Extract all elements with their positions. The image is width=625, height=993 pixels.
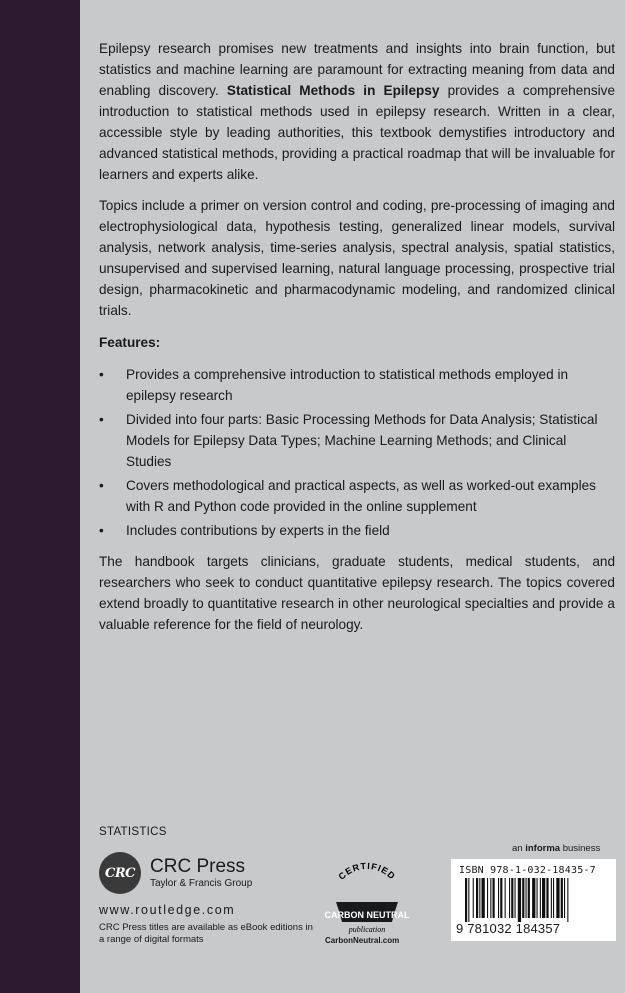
barcode-bar: [476, 878, 478, 918]
barcode-bar: [487, 878, 488, 918]
informa-pre: an: [512, 843, 526, 854]
intro-text-end: provides a comprehensive introduction to statistical methods used in epilepsy research. Written in a clear, accessible style by leading authorities, this textbook demystifies introductory and advanced statistical methods, providing a practical roadmap that will be invaluable for learners and experts alike.: [99, 83, 616, 182]
crc-logo-text: CRC: [105, 865, 135, 881]
carbon-publication-label: publication: [348, 925, 386, 934]
barcode-bars-icon: [457, 878, 611, 922]
barcode-bar: [564, 878, 565, 918]
barcode-bar: [546, 878, 548, 918]
barcode-bar: [526, 878, 527, 918]
publisher-block: [99, 826, 329, 945]
topics-paragraph: Topics include a primer on version control and coding, pre-processing of imaging and electrophysiological data, hypothesis testing, generalized linear models, survival analysis, network analysis, time-series analysis, spectral analysis, spatial statistics, unsupervised and supervised learning, natural language processing, prospective trial design, pharmacokinetic and pharmacodynamic modeling, and randomized clinical trials.: [99, 198, 615, 318]
barcode-bar: [505, 878, 506, 918]
back-cover-blurb: [99, 38, 615, 646]
intro-text-start: Epilepsy research promises new treatments and insights into brain function, but statistics and machine learning are paramount for extracting meaning from data and enabling discovery.: [99, 41, 615, 98]
barcode-bar: [537, 878, 538, 918]
barcode-bar: [498, 878, 499, 918]
subject-category: STATISTICS: [99, 826, 167, 838]
carbon-certified-label: CERTIFIED: [336, 862, 398, 882]
publisher-website: www.routledge.com: [99, 903, 236, 917]
informa-brand: informa: [525, 843, 561, 854]
crc-logo-icon: [99, 852, 141, 894]
barcode-bar: [561, 878, 563, 918]
informa-business-label: [512, 843, 600, 854]
barcode-bar: [553, 878, 554, 918]
feature-item: • Includes contributions by experts in the field: [99, 520, 615, 541]
barcode-bar: [493, 878, 495, 918]
barcode-bar: [509, 878, 510, 918]
crc-wordmark: [150, 856, 252, 890]
barcode-bar: [518, 878, 521, 922]
barcode-bar: [482, 878, 485, 918]
barcode-bar: [567, 878, 568, 922]
barcode-bar: [540, 878, 541, 918]
barcode-bar: [528, 878, 530, 918]
features-heading: Features:: [99, 335, 161, 350]
ebook-note: CRC Press titles are available as eBook editions in a range of digital formats: [99, 922, 313, 945]
barcode-bar: [556, 878, 559, 918]
publisher-name: CRC Press: [150, 856, 246, 877]
barcode-bar: [473, 878, 474, 918]
barcode-bar: [500, 878, 502, 918]
barcode-bar: [522, 878, 524, 918]
feature-item: • Divided into four parts: Basic Processing Methods for Data Analysis; Statistical Models for Epilepsy Data Types; Machine Learning Methods; and Clinical Studies: [99, 409, 615, 472]
carbon-mark-text: CARBON NEUTRAL: [324, 910, 410, 920]
spine-band: [0, 0, 80, 993]
barcode-bar: [532, 878, 535, 918]
carbon-neutral-website: CarbonNeutral.com: [325, 936, 400, 945]
audience-paragraph: The handbook targets clinicians, graduate students, medical students, and researchers who seek to conduct quantitative epilepsy research. The topics covered extend broadly to quantitative research in other neurological specialties and provide a valuable reference for the field of neurology.: [99, 554, 615, 632]
barcode-bar: [490, 878, 491, 918]
informa-post: business: [560, 843, 601, 854]
barcode-bar: [479, 878, 480, 918]
barcode-bar: [551, 878, 552, 918]
feature-item: • Covers methodological and practical aspects, as well as worked-out examples with R and Python code provided in the online supplement: [99, 475, 615, 517]
features-list: [99, 364, 615, 541]
barcode-bar: [515, 878, 516, 918]
crc-press-logo: [99, 852, 252, 894]
isbn-barcode: [451, 859, 616, 941]
intro-paragraph: [99, 38, 615, 185]
book-title-inline: Statistical Methods in Epilepsy: [226, 83, 440, 98]
barcode-bar: [511, 878, 513, 918]
barcode-bar: [465, 878, 467, 922]
publisher-group: Taylor & Francis Group: [150, 878, 253, 889]
isbn-number: ISBN 978-1-032-18435-7: [459, 865, 596, 876]
feature-item: • Provides a comprehensive introduction to statistical methods employed in epilepsy research: [99, 364, 615, 406]
barcode-bar: [468, 878, 469, 922]
barcode-digits: 9 781032 184357: [456, 921, 561, 936]
barcode-bar: [542, 878, 545, 918]
